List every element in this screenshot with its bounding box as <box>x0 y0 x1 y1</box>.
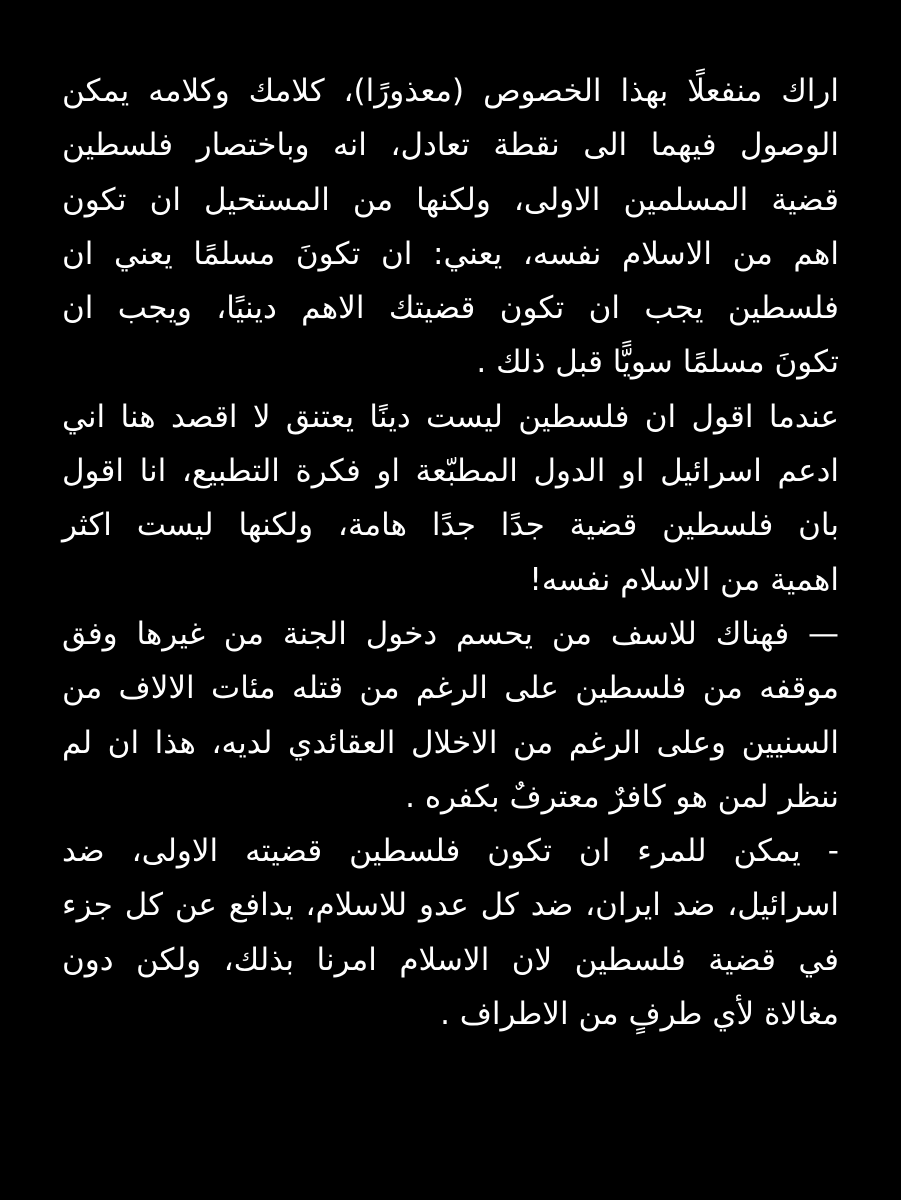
note-body <box>62 64 839 1041</box>
note-line: - يمكن للمرء ان تكون فلسطين قضيته الاولى، ضد <box>62 833 839 870</box>
note-line: موقفه من فلسطين على الرغم من قتله مئات الالاف من <box>62 670 839 707</box>
note-line: تكونَ مسلمًا سويًّا قبل ذلك . <box>476 344 839 381</box>
note-line: بان فلسطين قضية جدًا جدًا هامة، ولكنها ليست اكثر <box>62 507 839 544</box>
note-line: في قضية فلسطين لان الاسلام امرنا بذلك، ولكن دون <box>62 941 839 978</box>
note-line: اهم من الاسلام نفسه، يعني: ان تكونَ مسلمًا يعني ان <box>62 235 839 272</box>
note-line: اسرائيل، ضد ايران، ضد كل عدو للاسلام، يدافع عن كل جزء <box>62 887 839 924</box>
note-line: فلسطين يجب ان تكون قضيتك الاهم دينيًا، ويجب ان <box>62 290 839 327</box>
note-line: قضية المسلمين الاولى، ولكنها من المستحيل ان تكون <box>62 181 839 218</box>
note-line: عندما اقول ان فلسطين ليست دينًا يعتنق لا اقصد هنا اني <box>62 398 839 435</box>
note-line: ادعم اسرائيل او الدول المطبّعة او فكرة التطبيع، انا اقول <box>62 453 839 490</box>
note-line: مغالاة لأي طرفٍ من الاطراف . <box>440 996 839 1033</box>
note-line: السنيين وعلى الرغم من الاخلال العقائدي لديه، هذا ان لم <box>62 724 839 761</box>
note-line: — فهناك للاسف من يحسم دخول الجنة من غيرها وفق <box>62 615 839 652</box>
note-line: ننظر لمن هو كافرٌ معترفٌ بكفره . <box>405 778 839 815</box>
note-line: اراك منفعلًا بهذا الخصوص (معذورًا)، كلامك وكلامه يمكن <box>62 73 839 109</box>
note-line: الوصول فيهما الى نقطة تعادل، انه وباختصار فلسطين <box>62 127 839 164</box>
note-line: اهمية من الاسلام نفسه! <box>529 561 839 598</box>
